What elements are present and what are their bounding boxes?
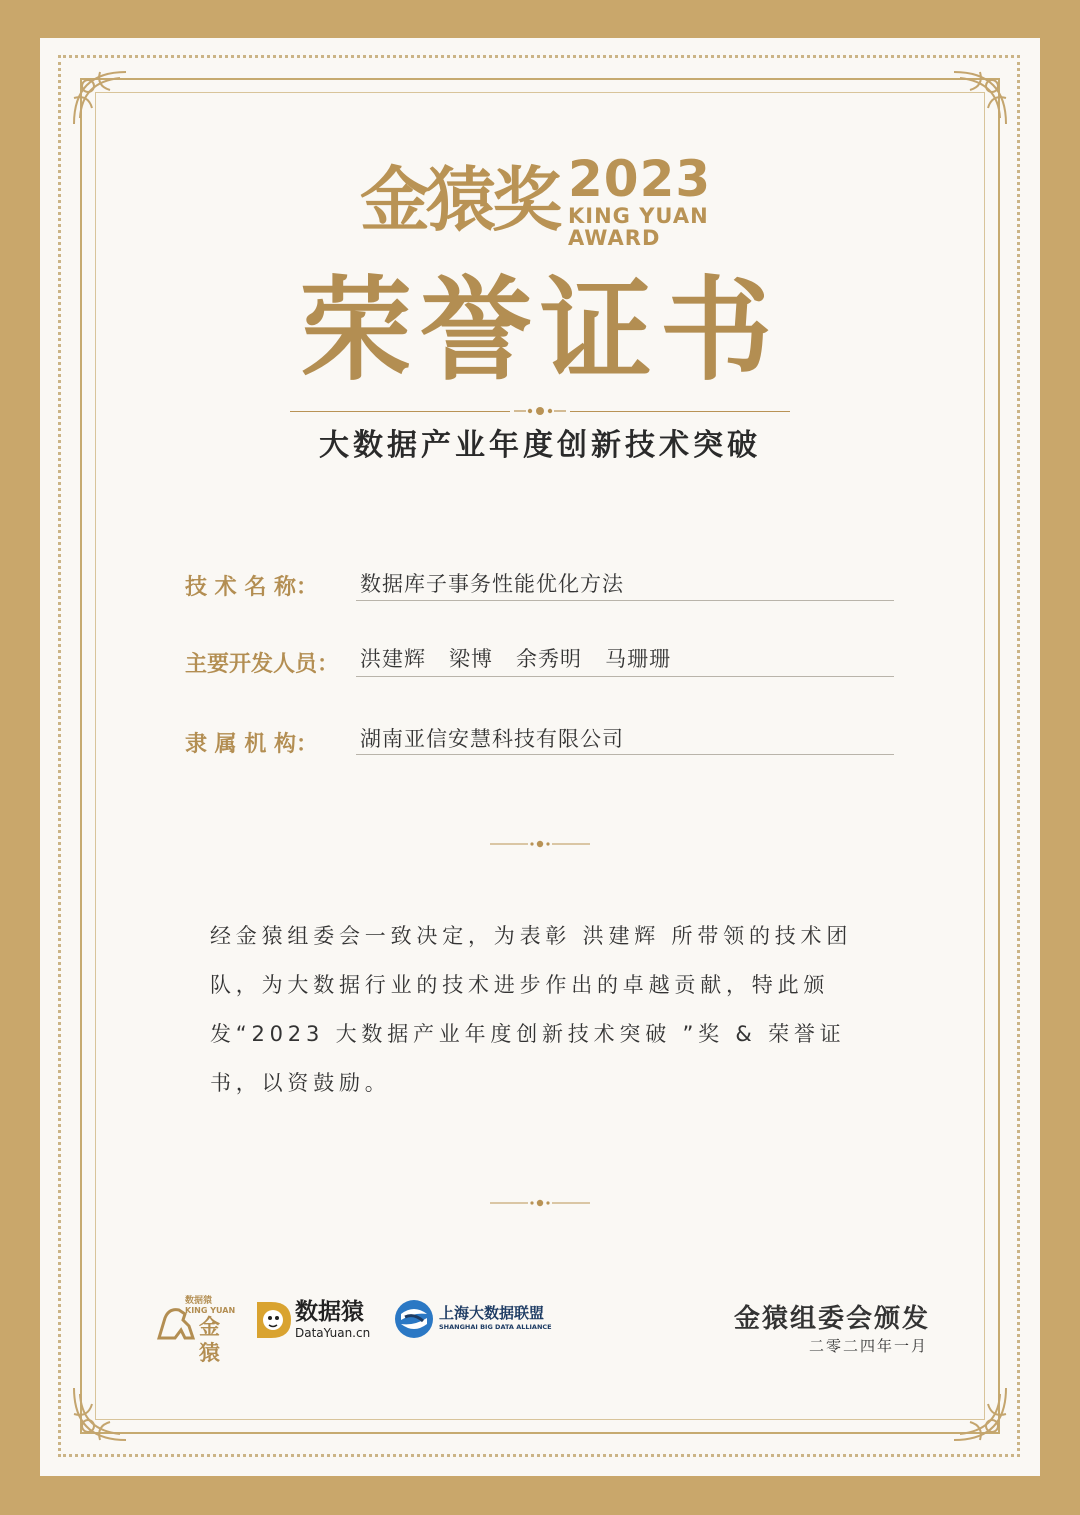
citation-paragraph: 经金猿组委会一致决定，为表彰 洪建辉 所带领的技术团队，为大数据行业的技术进步作出的卓越贡献，特此颁发“2023 大数据产业年度创新技术突破 ”奖 & 荣誉证书，以资鼓励。 [210, 924, 853, 1095]
kingyuan-logo-cn: 金猿 [199, 1315, 220, 1365]
field-label-tech-name: 技 术 名 称： [185, 575, 318, 600]
corner-ornament-icon [950, 1384, 1010, 1444]
sponsor-logos [155, 1296, 555, 1365]
kingyuan-logo-small: 数据猿 [185, 1296, 213, 1306]
corner-ornament-icon [70, 1384, 130, 1444]
field-value-developers: 洪建辉 梁博 余秀明 马珊珊 [360, 647, 672, 671]
field-value-organization: 湖南亚信安慧科技有限公司 [360, 727, 624, 751]
field-underline [356, 600, 894, 601]
award-category: 大数据产业年度创新技术突破 [319, 428, 761, 463]
issue-date: 二零二四年一月 [808, 1337, 928, 1355]
brand-name-en-line1: KING YUAN [568, 204, 709, 228]
brand-year: 2023 [568, 150, 712, 208]
kingyuan-logo-en: KING YUAN [185, 1306, 236, 1315]
brand-name-en-line2: AWARD [568, 226, 661, 250]
shanghai-alliance-en: SHANGHAI BIG DATA ALLIANCE [439, 1323, 552, 1331]
shanghai-alliance-logo [393, 1298, 553, 1342]
section-divider [490, 1193, 590, 1203]
issuer-name: 金猿组委会颁发 [733, 1304, 930, 1334]
field-label-developers: 主要开发人员： [185, 652, 340, 677]
corner-ornament-icon [950, 68, 1010, 128]
shanghai-alliance-cn: 上海大数据联盟 [439, 1304, 545, 1322]
award-brand [360, 150, 730, 250]
field-label-organization: 隶 属 机 构： [185, 732, 318, 757]
datayuan-logo-en: DataYuan.cn [295, 1326, 371, 1340]
shanghai-alliance-mark-icon [393, 1298, 435, 1340]
section-divider [490, 834, 590, 844]
corner-ornament-icon [70, 68, 130, 128]
kingyuan-logo [155, 1296, 237, 1365]
divider-ornament-icon [512, 405, 568, 417]
title-divider [290, 410, 790, 414]
datayuan-logo [253, 1298, 383, 1342]
certificate-title: 荣誉证书 [300, 266, 780, 396]
datayuan-logo-cn: 数据猿 [295, 1299, 364, 1325]
field-value-tech-name: 数据库子事务性能优化方法 [360, 572, 624, 596]
datayuan-mark-icon [253, 1300, 293, 1340]
brand-name-cn: 金猿奖 [360, 159, 558, 241]
field-underline [356, 676, 894, 677]
field-underline [356, 754, 894, 755]
